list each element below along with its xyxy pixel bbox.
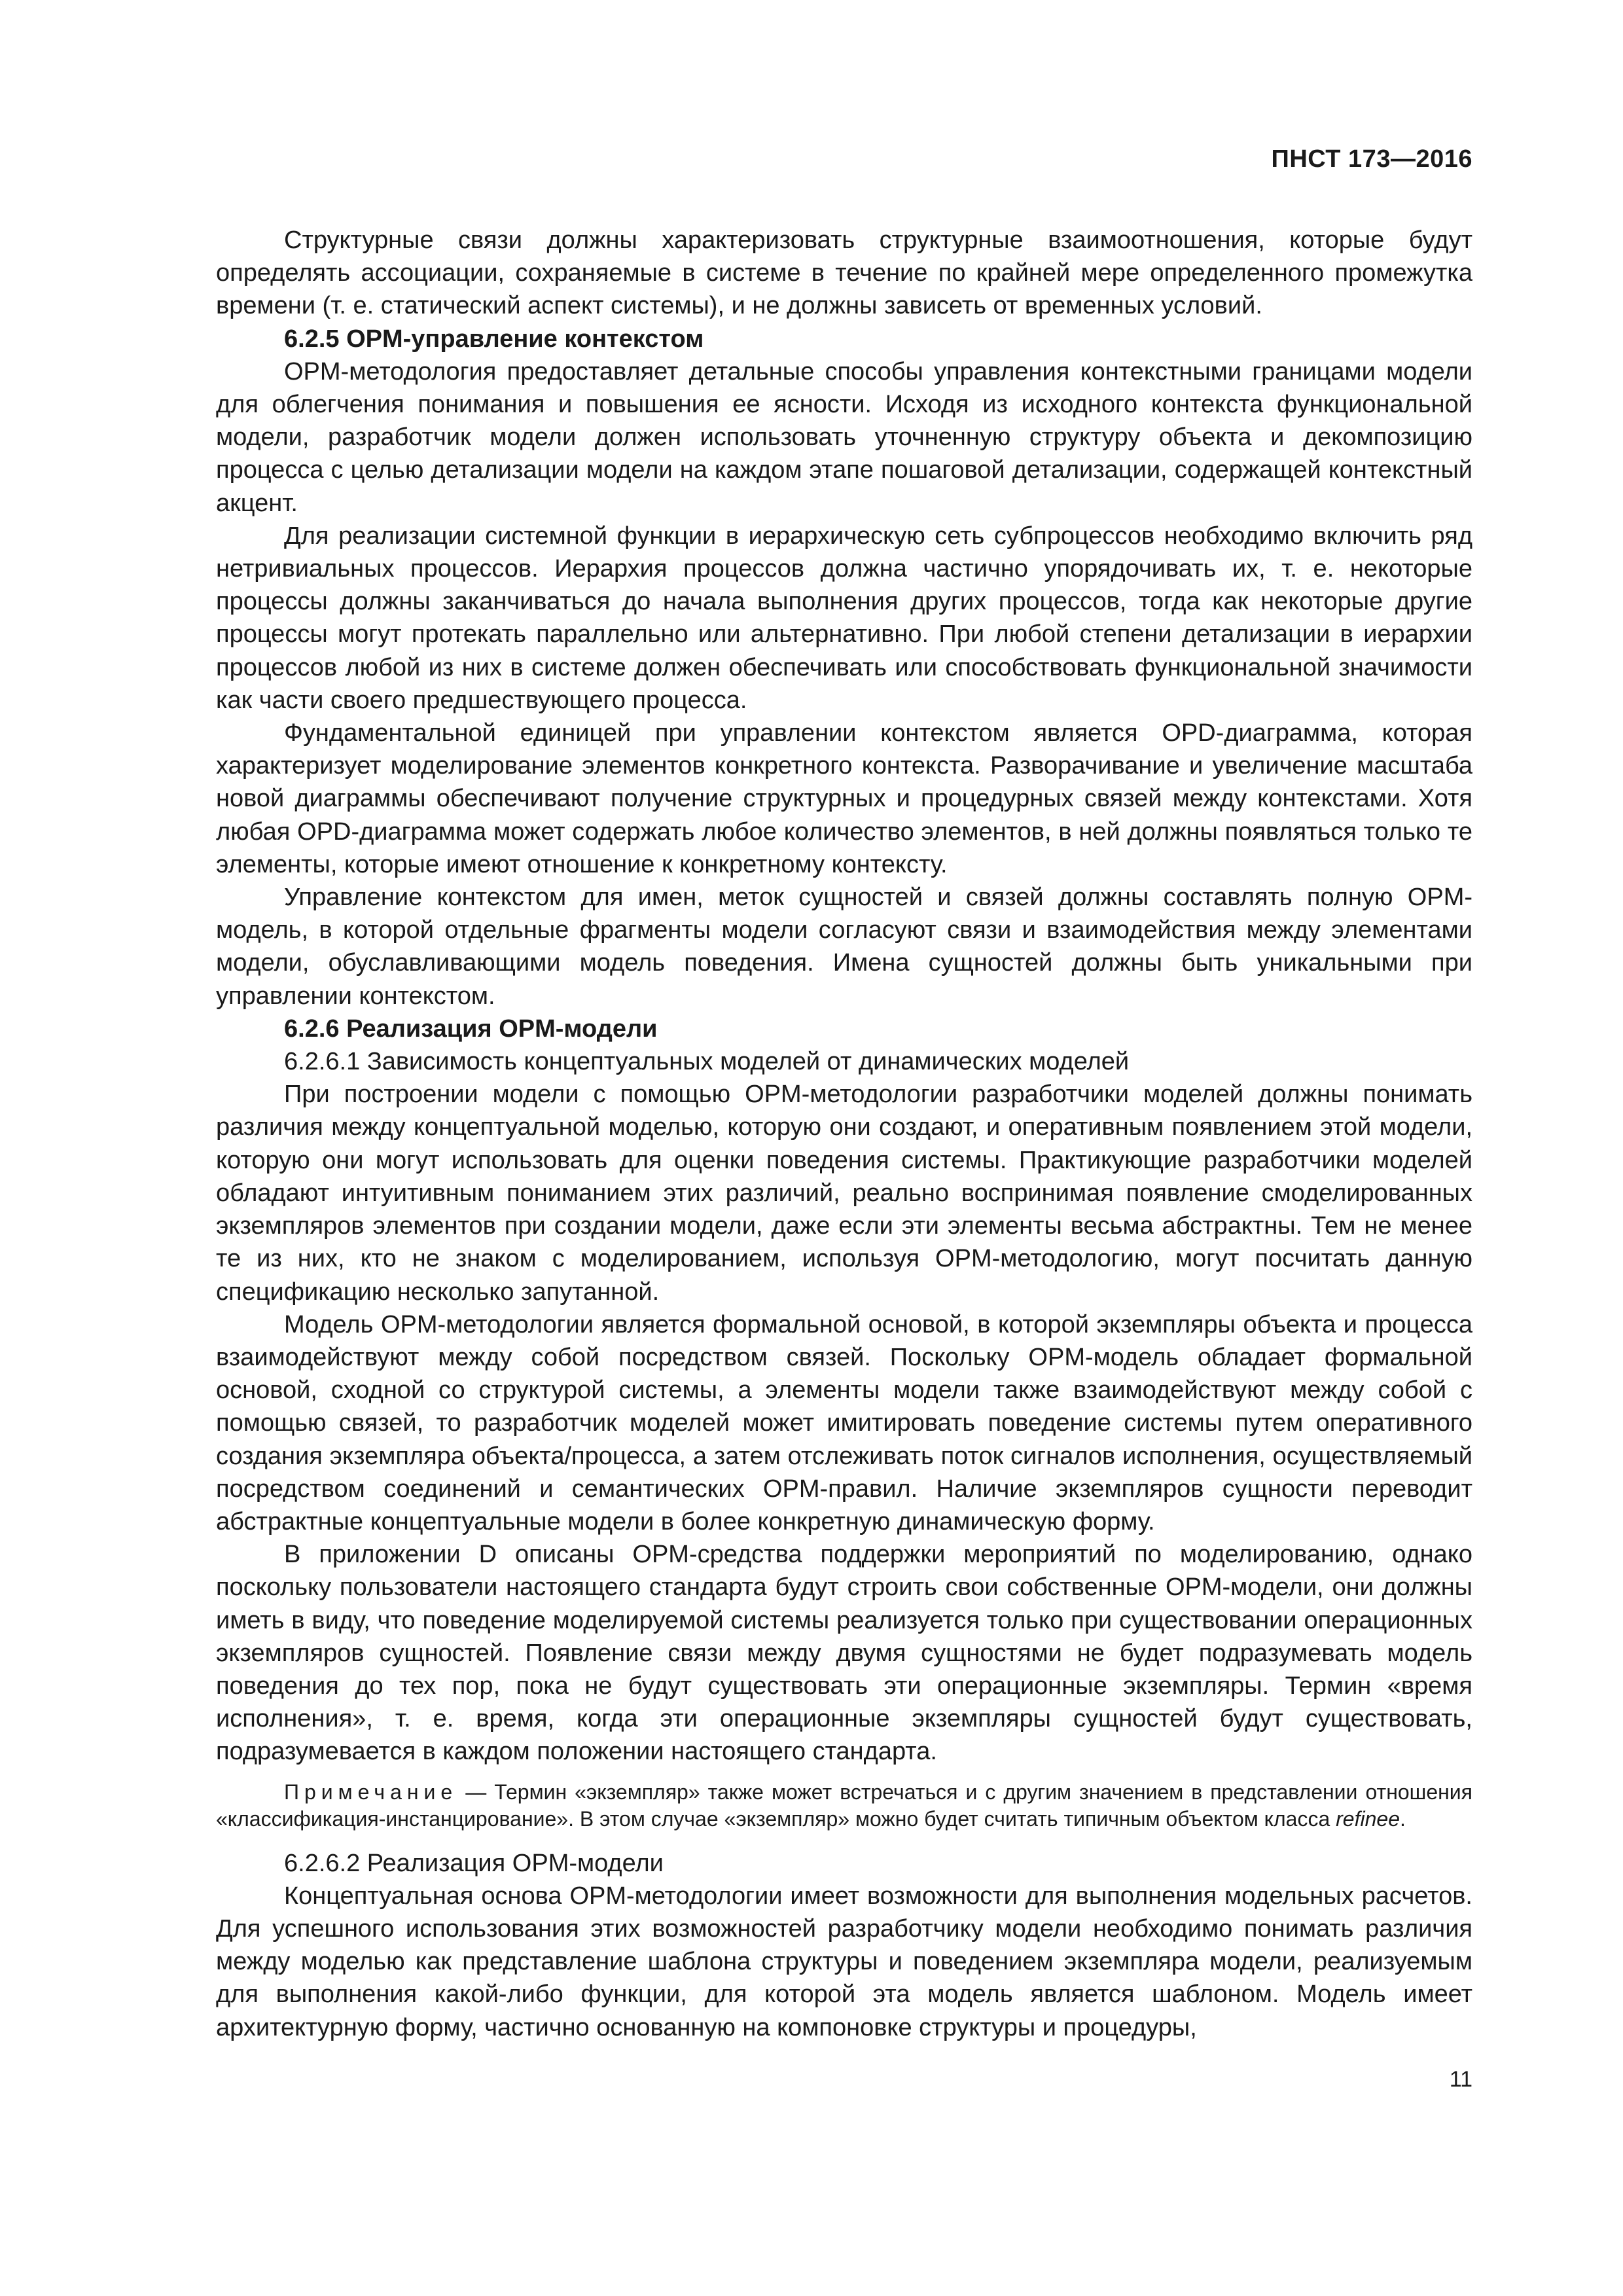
paragraph-conceptual-vs-dynamic: При построении модели с помощью OPM-методологии разработчики моделей должны понимать различия между концептуальной моделью, которую они создают, и оперативным появлением этой модели, которую они могут использовать для оценки поведения системы. Практикующие разработчики моделей обладают интуитивным пониманием этих различий, реально воспринимая появление смоделированных экземпляров элементов при создании модели, даже если эти элементы весьма абстрактны. Тем не менее те из них, кто не знаком с моделированием, используя OPM-методологию, могут посчитать данную спецификацию несколько запутанной.: [216, 1081, 1472, 1306]
paragraph-names-labels: Управление контекстом для имен, меток сущностей и связей должны составлять полную OPM-модель, в которой отдельные фрагменты модели согласуют связи и взаимодействия между элементами модели, обуславливающими модель поведения. Имена сущностей должны быть уникальными при управлении контекстом.: [216, 884, 1472, 1010]
paragraph-formal-basis: Модель OPM-методологии является формальной основой, в которой экземпляры объекта и процесса взаимодействуют между собой посредством связей. Поскольку OPM-модель обладает формальной основой, сходной со структурой системы, а элементы модели также взаимодействуют между собой с помощью связей, то разработчик моделей может имитировать поведение системы путем оперативного создания экземпляра объекта/процесса, а затем отслеживать поток сигналов исполнения, осуществляемый посредством соединений и семантических OPM-правил. Наличие экземпляров сущности переводит абстрактные концептуальные модели в более конкретную динамическую форму.: [216, 1310, 1472, 1535]
paragraph-structural-links: Структурные связи должны характеризовать структурные взаимоотношения, которые будут определять ассоциации, сохраняемые в системе в течение по крайней мере определенного промежутка времени (т. е. статический аспект системы), и не должны зависеть от временных условий.: [216, 226, 1472, 320]
document-header-id: ПНСТ 173—2016: [1271, 145, 1472, 173]
note-label: Примечание: [284, 1780, 458, 1804]
paragraph-appendix-d: В приложении D описаны OPM-средства поддержки мероприятий по моделированию, однако поскольку пользователи настоящего стандарта будут строить свои собственные OPM-модели, они должны иметь в виду, что поведение моделируемой системы реализуется только при существовании операционных экземпляров сущностей. Появление связи между двумя сущностями не будет подразумевать модель поведения до тех пор, пока не будут существовать эти операционные экземпляры. Термин «время исполнения», т. е. время, когда эти операционные экземпляры сущностей будут существовать, подразумевается в каждом положении настоящего стандарта.: [216, 1541, 1472, 1766]
note-emphasis: refinee: [1336, 1806, 1400, 1831]
document-body: [216, 224, 1472, 2044]
subsection-heading-6-2-6-2: 6.2.6.2 Реализация OPM-модели: [284, 1849, 664, 1877]
paragraph-system-function: Для реализации системной функции в иерархическую сеть субпроцессов необходимо включить ряд нетривиальных процессов. Иерархия процессов должна частично упорядочивать их, т. е. некоторые процессы должны заканчиваться до начала выполнения других процессов, тогда как некоторые другие процессы могут протекать параллельно или альтернативно. При любой степени детализации в иерархии процессов любой из них в системе должен обеспечивать или способствовать функциональной значимости как части своего предшествующего процесса.: [216, 522, 1472, 714]
note-text: — Термин «экземпляр» также может встречаться и с другим значением в представлении отношения «классификация-инстанцирование». В этом случае «экземпляр» можно будет считать типичным объектом класса: [216, 1780, 1472, 1831]
paragraph-opd-diagram: Фундаментальной единицей при управлении контекстом является OPD-диаграмма, которая характеризует моделирование элементов конкретного контекста. Разворачивание и увеличение масштаба новой диаграммы обеспечивают получение структурных и процедурных связей между контекстами. Хотя любая OPD-диаграмма может содержать любое количество элементов, в ней должны появляться только те элементы, которые имеют отношение к конкретному контексту.: [216, 719, 1472, 878]
page-number: 11: [1449, 2067, 1472, 2092]
section-heading-6-2-5: 6.2.5 OPM-управление контекстом: [284, 325, 704, 353]
note-paragraph: [216, 1779, 1472, 1833]
paragraph-conceptual-basis: Концептуальная основа OPM-методологии имеет возможности для выполнения модельных расчетов. Для успешного использования этих возможностей разработчику модели необходимо понимать различия между моделью как представление шаблона структуры и поведением экземпляра модели, реализуемым для выполнения какой-либо функции, для которой эта модель является шаблоном. Модель имеет архитектурную форму, частично основанную на компоновке структуры и процедуры,: [216, 1882, 1472, 2041]
paragraph-context-management: OPM-методология предоставляет детальные способы управления контекстными границами модели для облегчения понимания и повышения ее ясности. Исходя из исходного контекста функциональной модели, разработчик модели должен использовать уточненную структуру объекта и декомпозицию процесса с целью детализации модели на каждом этапе пошаговой детализации, содержащей контекстный акцент.: [216, 357, 1472, 517]
subsection-heading-6-2-6-1: 6.2.6.1 Зависимость концептуальных моделей от динамических моделей: [284, 1048, 1130, 1076]
section-heading-6-2-6: 6.2.6 Реализация OPM-модели: [284, 1014, 658, 1043]
note-end: .: [1399, 1806, 1406, 1831]
